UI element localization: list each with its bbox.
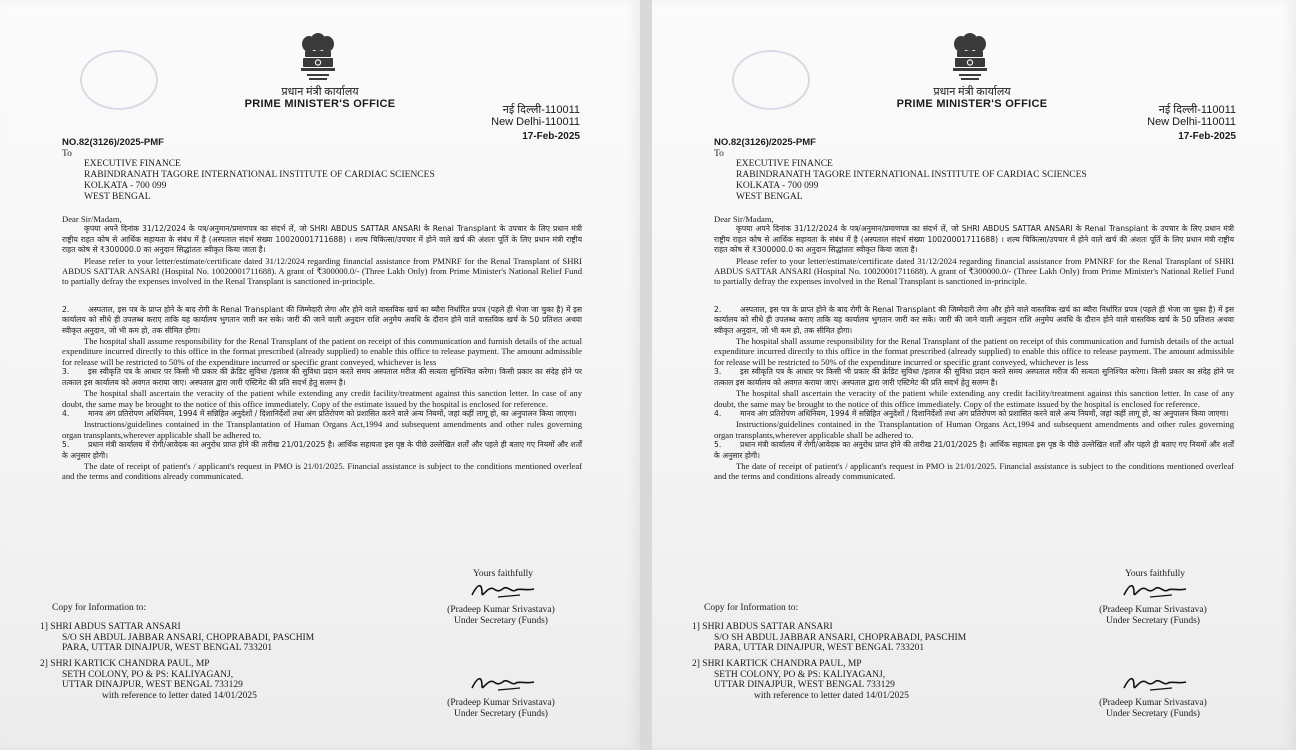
address-line: KOLKATA - 700 099 (84, 181, 167, 191)
reference-number: NO.82(3126)/2025-PMF (62, 137, 164, 148)
address-line: WEST BENGAL (736, 192, 803, 202)
signature-icon (1120, 579, 1190, 601)
address-line: RABINDRANATH TAGORE INTERNATIONAL INSTITUTE OF CARDIAC SCIENCES (84, 170, 435, 180)
copy-recipient-2 (692, 659, 909, 701)
city-hindi: नई दिल्ली-110011 (1158, 104, 1236, 116)
signatory-block (1095, 605, 1211, 627)
signatory-block (443, 698, 559, 720)
office-name: PRIME MINISTER'S OFFICE (244, 98, 396, 110)
national-emblem-icon (295, 30, 341, 86)
signatory-title: Under Secretary (Funds) (1106, 709, 1200, 719)
office-name-hindi: प्रधान मंत्री कार्यालय (933, 86, 1011, 98)
salutation: Dear Sir/Madam, (714, 214, 774, 224)
paragraph-2-hindi: अस्पताल, इस पत्र के प्राप्त होने के बाद रोगी के Renal Transplant की जिम्मेदारी लेगा और होने वाले वास्तविक खर्च का ब्यौरा निर्धारित प्रपत्र (पहले ही भेजा जा चुका है) में इस कार्यालय को सीधे ही उपलब्ध कराए ताकि यह कार्यालय भुगतान जारी कर सके। जारी की जाने वाली अनुदान राशि अनुमेय अवधि के दौरान होने वाले वास्तविक खर्च के 50 प्रतिशत अथवा स्वीकृत अनुदान, जो भी कम हो, तक सीमित होगा। (62, 304, 582, 335)
paragraph-5-english: The date of receipt of patient's / applicant's request in PMO is 21/01/2025. Financial assistance is subject to the conditions mentioned overleaf and the terms and conditions already communicated. (714, 460, 1234, 482)
paragraph-5-english: The date of receipt of patient's / applicant's request in PMO is 21/01/2025. Financial assistance is subject to the conditions mentioned overleaf and the terms and conditions already communicated. (62, 460, 582, 482)
signatory-name: (Pradeep Kumar Srivastava) (447, 698, 555, 708)
cc-line: with reference to letter dated 14/01/2025 (102, 690, 257, 701)
cc-line: 1] SHRI ABDUS SATTAR ANSARI (692, 622, 833, 632)
letter-date: 17-Feb-2025 (522, 131, 580, 142)
paragraph-2-hindi: अस्पताल, इस पत्र के प्राप्त होने के बाद रोगी के Renal Transplant की जिम्मेदारी लेगा और होने वाले वास्तविक खर्च का ब्यौरा निर्धारित प्रपत्र (पहले ही भेजा जा चुका है) में इस कार्यालय को सीधे ही उपलब्ध कराए ताकि यह कार्यालय भुगतान जारी कर सके। जारी की जाने वाली अनुदान राशि अनुमेय अवधि के दौरान होने वाले वास्तविक खर्च के 50 प्रतिशत अथवा स्वीकृत अनुदान, जो भी कम हो, तक सीमित होगा। (714, 304, 1234, 335)
reference-number: NO.82(3126)/2025-PMF (714, 137, 816, 148)
signature-icon (468, 672, 538, 694)
cc-line: 2] SHRI KARTICK CHANDRA PAUL, MP (40, 659, 210, 669)
paragraph-1-english: Please refer to your letter/estimate/certificate dated 31/12/2024 regarding financial assistance from PMNRF for the Renal Transplant of SHRI ABDUS SATTAR ANSARI (Hospital No. 10020001711688). A grant of ₹300000.0/- (Three Lakh Only) from Prime Minister's National Relief Fund to partially defray the expenses involved in the Renal Transplant is sanctioned in-principle. (714, 255, 1234, 287)
address-line: EXECUTIVE FINANCE (736, 159, 833, 169)
paragraph-3-hindi: इस स्वीकृति पत्र के आधार पर किसी भी प्रकार की क्रेडिट सुविधा /इलाज की सुविधा प्रदान करते समय अस्पताल मरीज की सत्यता सुनिश्चित करेगा। किसी प्रकार का संदेह होने पर तत्काल इस कार्यालय को अवगत कराया जाए। अस्पताल द्वारा जारी एस्टिमेट की प्रति सदर्भ हेतु सलग्न है। (62, 367, 582, 387)
copy-recipient-1 (40, 622, 314, 654)
national-emblem-icon (947, 30, 993, 86)
recipient-address (84, 159, 435, 203)
paragraph-2-english: The hospital shall assume responsibility for the Renal Transplant of the patient on receipt of this communication and furnish details of the actual expenditure incurred directly to this office in the format prescribed (already supplied) to enable this office to release payment. The amount admissible for release will be restricted to 50% of the expenditure incurred or specific grant conveyed, whichever is less (62, 336, 582, 367)
city-hindi: नई दिल्ली-110011 (502, 104, 580, 116)
signatory-title: Under Secretary (Funds) (1106, 616, 1200, 626)
paragraph-5-number: 5. (62, 440, 70, 450)
paragraph-3-english: The hospital shall ascertain the veracity of the patient while extending any credit facility/treatment against this sanction letter. In case of any doubt, the same may be brought to the notice of this office immediately. Copy of the estimate issued by the hospital is enclosed for reference. (62, 388, 582, 409)
paragraph-4-hindi: मानव अंग प्रतिरोपण अधिनियम, 1994 में सन्निहित अनुदेशों / दिशानिर्देशों तथा अंग प्रतिरोपण को प्रशासित करने वाले अन्य नियमों, जहां कहीं लागू हो, का अनुपालन किया जाएगा। (740, 408, 1229, 418)
signatory-title: Under Secretary (Funds) (454, 616, 548, 626)
address-line: RABINDRANATH TAGORE INTERNATIONAL INSTITUTE OF CARDIAC SCIENCES (736, 170, 1087, 180)
signatory-name: (Pradeep Kumar Srivastava) (1099, 605, 1207, 615)
signature-icon (1120, 672, 1190, 694)
signatory-title: Under Secretary (Funds) (454, 709, 548, 719)
cc-line: UTTAR DINAJPUR, WEST BENGAL 733129 (714, 680, 895, 691)
address-line: WEST BENGAL (84, 192, 151, 202)
paragraph-4-number: 4. (714, 408, 722, 418)
copy-recipient-1 (692, 622, 966, 654)
cc-line: S/O SH ABDUL JABBAR ANSARI, CHOPRABADI, PASCHIM (62, 632, 315, 643)
copy-label: Copy for Information to: (52, 603, 147, 613)
paragraph-2-number: 2. (62, 304, 70, 314)
paragraph-3-hindi: इस स्वीकृति पत्र के आधार पर किसी भी प्रकार की क्रेडिट सुविधा /इलाज की सुविधा प्रदान करते समय अस्पताल मरीज की सत्यता सुनिश्चित करेगा। किसी प्रकार का संदेह होने पर तत्काल इस कार्यालय को अवगत कराया जाए। अस्पताल द्वारा जारी एस्टिमेट की प्रति सदर्भ हेतु सलग्न है। (714, 367, 1234, 387)
signature-icon (468, 579, 538, 601)
recipient-address (736, 159, 1087, 203)
paragraph-5-hindi: प्रधान मंत्री कार्यालय में रोगी/आवेदक का अनुरोध प्राप्त होने की तारीख 21/01/2025 है। आर्थिक सहायता इस पृष्ठ के पीछे उल्लेखित शर्तों और पहले ही बताए गए नियमों और शर्तों के अनुसार होगी। (714, 440, 1234, 460)
cc-line: with reference to letter dated 14/01/2025 (754, 690, 909, 701)
letter-body (62, 214, 582, 482)
cc-line: SETH COLONY, PO & PS: KALIYAGANJ, (714, 669, 886, 680)
paragraph-2-number: 2. (714, 304, 722, 314)
paragraph-5-hindi: प्रधान मंत्री कार्यालय में रोगी/आवेदक का अनुरोध प्राप्त होने की तारीख 21/01/2025 है। आर्थिक सहायता इस पृष्ठ के पीछे उल्लेखित शर्तों और पहले ही बताए गए नियमों और शर्तों के अनुसार होगी। (62, 440, 582, 460)
cc-line: SETH COLONY, PO & PS: KALIYAGANJ, (62, 669, 234, 680)
city-english: New Delhi-110011 (1147, 116, 1236, 128)
address-line: KOLKATA - 700 099 (736, 181, 819, 191)
city-english: New Delhi-110011 (491, 116, 580, 128)
signatory-name: (Pradeep Kumar Srivastava) (1099, 698, 1207, 708)
paragraph-4-english: Instructions/guidelines contained in the Transplantation of Human Organs Act,1994 and subsequent amendments and other rules governing organ transplants,wherever applicable shall be adhered to. (62, 419, 582, 440)
closing: Yours faithfully (473, 569, 533, 579)
closing: Yours faithfully (1125, 569, 1185, 579)
paragraph-1-hindi: कृपया अपने दिनांक 31/12/2024 के पत्र/अनुमान/प्रमाणपत्र का संदर्भ लें, जो SHRI ABDUS SATTAR ANSARI के Renal Transplant के उपचार के लिए प्रधान मंत्री राष्ट्रीय राहत कोष से आर्थिक सहायता के संबंध में है (अस्पताल संदर्भ संख्या 10020001711688) । शल्य चिकित्सा/उपचार में होने वाले खर्च की अंशतः पूर्ति के लिए प्रधान मंत्री राष्ट्रीय राहत कोष से ₹300000.0 का अनुदान सिद्धांततः स्वीकृत किया जाता है। (62, 224, 582, 255)
office-name: PRIME MINISTER'S OFFICE (896, 98, 1048, 110)
paragraph-3-number: 3. (714, 367, 722, 377)
paragraph-4-number: 4. (62, 408, 70, 418)
paragraph-1-english: Please refer to your letter/estimate/certificate dated 31/12/2024 regarding financial assistance from PMNRF for the Renal Transplant of SHRI ABDUS SATTAR ANSARI (Hospital No. 10020001711688). A grant of ₹300000.0/- (Three Lakh Only) from Prime Minister's National Relief Fund to partially defray the expenses involved in the Renal Transplant is sanctioned in-principle. (62, 255, 582, 287)
cc-line: PARA, UTTAR DINAJPUR, WEST BENGAL 733201 (62, 643, 273, 654)
address-line: EXECUTIVE FINANCE (84, 159, 181, 169)
paragraph-3-number: 3. (62, 367, 70, 377)
paragraph-1-hindi: कृपया अपने दिनांक 31/12/2024 के पत्र/अनुमान/प्रमाणपत्र का संदर्भ लें, जो SHRI ABDUS SATTAR ANSARI के Renal Transplant के उपचार के लिए प्रधान मंत्री राष्ट्रीय राहत कोष से आर्थिक सहायता के संबंध में है (अस्पताल संदर्भ संख्या 10020001711688) । शल्य चिकित्सा/उपचार में होने वाले खर्च की अंशतः पूर्ति के लिए प्रधान मंत्री राष्ट्रीय राहत कोष से ₹300000.0 का अनुदान सिद्धांततः स्वीकृत किया जाता है। (714, 224, 1234, 255)
signatory-block (443, 605, 559, 627)
salutation: Dear Sir/Madam, (62, 214, 122, 224)
page-gutter (640, 0, 652, 750)
office-name-hindi: प्रधान मंत्री कार्यालय (281, 86, 359, 98)
copy-label: Copy for Information to: (704, 603, 799, 613)
paragraph-4-hindi: मानव अंग प्रतिरोपण अधिनियम, 1994 में सन्निहित अनुदेशों / दिशानिर्देशों तथा अंग प्रतिरोपण को प्रशासित करने वाले अन्य नियमों, जहां कहीं लागू हो, का अनुपालन किया जाएगा। (88, 408, 577, 418)
cc-line: 2] SHRI KARTICK CHANDRA PAUL, MP (692, 659, 862, 669)
paragraph-4-english: Instructions/guidelines contained in the Transplantation of Human Organs Act,1994 and subsequent amendments and other rules governing organ transplants,wherever applicable shall be adhered to. (714, 419, 1234, 440)
cc-line: S/O SH ABDUL JABBAR ANSARI, CHOPRABADI, PASCHIM (714, 632, 967, 643)
paragraph-5-number: 5. (714, 440, 722, 450)
paragraph-2-english: The hospital shall assume responsibility for the Renal Transplant of the patient on receipt of this communication and furnish details of the actual expenditure incurred directly to this office in the format prescribed (already supplied) to enable this office to release payment. The amount admissible for release will be restricted to 50% of the expenditure incurred or specific grant conveyed, whichever is less (714, 336, 1234, 367)
paragraph-3-english: The hospital shall ascertain the veracity of the patient while extending any credit facility/treatment against this sanction letter. In case of any doubt, the same may be brought to the notice of this office immediately. Copy of the estimate issued by the hospital is enclosed for reference. (714, 388, 1234, 409)
cc-line: UTTAR DINAJPUR, WEST BENGAL 733129 (62, 680, 243, 691)
to-label: To (62, 149, 72, 159)
copy-recipient-2 (40, 659, 257, 701)
letter-page (652, 0, 1296, 750)
letter-page (0, 0, 640, 750)
signatory-block (1095, 698, 1211, 720)
signatory-name: (Pradeep Kumar Srivastava) (447, 605, 555, 615)
cc-line: PARA, UTTAR DINAJPUR, WEST BENGAL 733201 (714, 643, 925, 654)
letter-body (714, 214, 1234, 482)
to-label: To (714, 149, 724, 159)
cc-line: 1] SHRI ABDUS SATTAR ANSARI (40, 622, 181, 632)
letter-date: 17-Feb-2025 (1178, 131, 1236, 142)
